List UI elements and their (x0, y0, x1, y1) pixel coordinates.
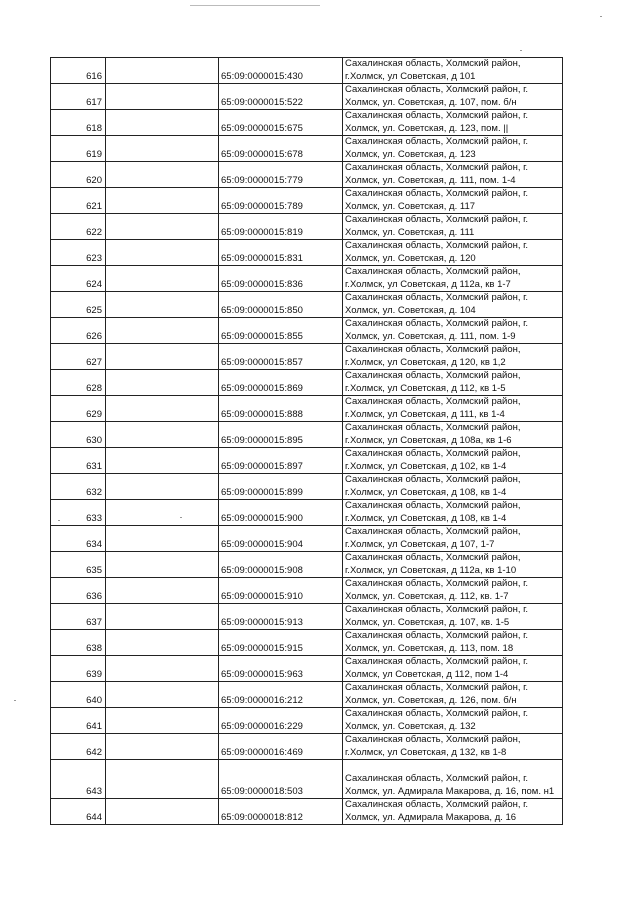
table-row (51, 448, 563, 474)
cadastral-number: 65:09:0000015:888 (219, 396, 343, 422)
table-row (51, 292, 563, 318)
empty-cell (106, 422, 219, 448)
table-row (51, 370, 563, 396)
table-row (51, 656, 563, 682)
address-cell (343, 266, 563, 292)
empty-cell (106, 760, 219, 799)
address-cell (343, 656, 563, 682)
address-cell (343, 422, 563, 448)
row-number: 621 (51, 188, 106, 214)
scan-speck (600, 16, 602, 17)
address-cell (343, 526, 563, 552)
address-line: Сахалинская область, Холмский район, г. (345, 630, 529, 641)
address-line: Холмск, ул. Советская, д. 112, кв. 1-7 (345, 590, 509, 602)
cadastral-number: 65:09:0000015:779 (219, 162, 343, 188)
address-line: г.Холмск, ул Советская, д 102, кв 1-4 (345, 460, 507, 472)
address-cell (343, 344, 563, 370)
address-line: г.Холмск, ул Советская, д 112, кв 1-5 (345, 382, 506, 394)
address-line: Холмск, ул. Адмирала Макарова, д. 16 (345, 811, 517, 823)
empty-cell (106, 578, 219, 604)
empty-cell (106, 682, 219, 708)
row-number: 634 (51, 526, 106, 552)
cadastral-number: 65:09:0000015:908 (219, 552, 343, 578)
address-cell (343, 448, 563, 474)
address-line: Сахалинская область, Холмский район, г. (345, 110, 529, 121)
address-line: Холмск, ул. Адмирала Макарова, д. 16, пом. н1 (345, 785, 555, 797)
empty-cell (106, 214, 219, 240)
empty-cell (106, 526, 219, 552)
address-cell (343, 370, 563, 396)
address-line: Сахалинская область, Холмский район, г. (345, 292, 529, 303)
address-line: Сахалинская область, Холмский район, (345, 500, 521, 511)
empty-cell (106, 188, 219, 214)
address-cell (343, 214, 563, 240)
cadastral-number: 65:09:0000015:899 (219, 474, 343, 500)
empty-cell (106, 292, 219, 318)
empty-cell (106, 84, 219, 110)
row-number: 641 (51, 708, 106, 734)
empty-cell (106, 370, 219, 396)
address-line: Сахалинская область, Холмский район, (345, 526, 521, 537)
row-number: 632 (51, 474, 106, 500)
row-number: 635 (51, 552, 106, 578)
address-line: Сахалинская область, Холмский район, г. (345, 604, 529, 615)
cadastral-number: 65:09:0000015:869 (219, 370, 343, 396)
address-line: Сахалинская область, Холмский район, г. (345, 136, 529, 147)
table-row (51, 578, 563, 604)
address-cell (343, 84, 563, 110)
empty-cell (106, 604, 219, 630)
address-line: Сахалинская область, Холмский район, г. (345, 84, 529, 95)
row-number: 639 (51, 656, 106, 682)
cadastral-number: 65:09:0000015:836 (219, 266, 343, 292)
table-row (51, 188, 563, 214)
table-row (51, 396, 563, 422)
empty-cell (106, 396, 219, 422)
cadastral-number: 65:09:0000015:831 (219, 240, 343, 266)
cadastral-number: 65:09:0000015:897 (219, 448, 343, 474)
cadastral-number: 65:09:0000015:850 (219, 292, 343, 318)
address-line: г.Холмск, ул Советская, д 112а, кв 1-10 (345, 564, 517, 576)
table-row (51, 500, 563, 526)
address-line: Сахалинская область, Холмский район, (345, 552, 521, 563)
empty-cell (106, 136, 219, 162)
address-line: Сахалинская область, Холмский район, г. (345, 682, 529, 693)
address-line: Сахалинская область, Холмский район, (345, 266, 521, 277)
row-number: 640 (51, 682, 106, 708)
row-number: 638 (51, 630, 106, 656)
table-row (51, 84, 563, 110)
cadastral-number: 65:09:0000015:522 (219, 84, 343, 110)
address-line: Холмск, ул. Советская, д. 117 (345, 200, 476, 212)
table-row (51, 136, 563, 162)
table-row (51, 799, 563, 825)
cadastral-number: 65:09:0000015:963 (219, 656, 343, 682)
row-number: 627 (51, 344, 106, 370)
address-line: Сахалинская область, Холмский район, г. (345, 162, 529, 173)
empty-cell (106, 318, 219, 344)
table-row (51, 344, 563, 370)
address-line: г.Холмск, ул Советская, д 112а, кв 1-7 (345, 278, 511, 290)
table-row (51, 604, 563, 630)
table-row (51, 162, 563, 188)
address-line: Сахалинская область, Холмский район, (345, 474, 521, 485)
address-cell (343, 604, 563, 630)
address-line: Сахалинская область, Холмский район, г. (345, 578, 529, 589)
cadastral-number: 65:09:0000015:430 (219, 58, 343, 84)
address-line: Холмск, ул. Советская, д. 126, пом. б/н (345, 694, 517, 706)
empty-cell (106, 474, 219, 500)
address-line: Холмск, ул. Советская, д. 107, кв. 1-5 (345, 616, 510, 628)
address-line: Холмск, ул. Советская, д. 120 (345, 252, 476, 264)
table-row (51, 630, 563, 656)
cadastral-number: 65:09:0000015:900 (219, 500, 343, 526)
cadastral-number: 65:09:0000015:913 (219, 604, 343, 630)
table-body (51, 58, 563, 825)
address-line: Сахалинская область, Холмский район, г. (345, 708, 529, 719)
address-cell (343, 682, 563, 708)
address-line: Сахалинская область, Холмский район, (345, 344, 521, 355)
address-line: Холмск, ул Советская, д 112, пом 1-4 (345, 668, 509, 680)
address-cell (343, 188, 563, 214)
empty-cell (106, 708, 219, 734)
cadastral-number: 65:09:0000015:895 (219, 422, 343, 448)
row-number: 619 (51, 136, 106, 162)
table-row (51, 266, 563, 292)
scan-speck (14, 700, 16, 701)
address-line: Сахалинская область, Холмский район, (345, 58, 521, 69)
row-number: 644 (51, 799, 106, 825)
address-line: г.Холмск, ул Советская, д 108, кв 1-4 (345, 512, 507, 524)
address-cell (343, 292, 563, 318)
address-line: г.Холмск, ул Советская, д 101 (345, 70, 476, 82)
empty-cell (106, 344, 219, 370)
empty-cell (106, 58, 219, 84)
address-cell (343, 630, 563, 656)
table-row (51, 682, 563, 708)
address-line: Холмск, ул. Советская, д. 113, пом. 18 (345, 642, 514, 654)
address-cell (343, 162, 563, 188)
address-line: Холмск, ул. Советская, д. 123 (345, 148, 476, 160)
property-register-table (50, 57, 563, 825)
cadastral-number: 65:09:0000015:789 (219, 188, 343, 214)
address-line: Сахалинская область, Холмский район, г. (345, 188, 529, 199)
address-line: Сахалинская область, Холмский район, (345, 370, 521, 381)
address-line: г.Холмск, ул Советская, д 120, кв 1,2 (345, 356, 506, 368)
cadastral-number: 65:09:0000015:855 (219, 318, 343, 344)
row-number: 628 (51, 370, 106, 396)
table-row (51, 760, 563, 799)
empty-cell (106, 110, 219, 136)
address-cell (343, 760, 563, 799)
row-number: 637 (51, 604, 106, 630)
address-line: Сахалинская область, Холмский район, г. (345, 240, 529, 251)
address-line: Сахалинская область, Холмский район, г. (345, 773, 529, 784)
address-line: Сахалинская область, Холмский район, (345, 396, 521, 407)
cadastral-number: 65:09:0000015:675 (219, 110, 343, 136)
row-number: 643 (51, 760, 106, 799)
address-line: Сахалинская область, Холмский район, г. (345, 214, 529, 225)
address-line: Сахалинская область, Холмский район, г. (345, 318, 529, 329)
row-number: 618 (51, 110, 106, 136)
row-number: 636 (51, 578, 106, 604)
empty-cell (106, 799, 219, 825)
cadastral-number: 65:09:0000015:857 (219, 344, 343, 370)
empty-cell (106, 448, 219, 474)
address-line: Холмск, ул. Советская, д. 111, пом. 1-9 (345, 330, 516, 342)
address-line: Холмск, ул. Советская, д. 107, пом. б/н (345, 96, 517, 108)
table-row (51, 526, 563, 552)
cadastral-number: 65:09:0000016:229 (219, 708, 343, 734)
address-cell (343, 578, 563, 604)
table-row (51, 318, 563, 344)
address-line: г.Холмск, ул Советская, д 132, кв 1-8 (345, 746, 507, 758)
cadastral-number: 65:09:0000015:915 (219, 630, 343, 656)
address-cell (343, 799, 563, 825)
row-number: 642 (51, 734, 106, 760)
cadastral-number: 65:09:0000015:910 (219, 578, 343, 604)
table-row (51, 734, 563, 760)
row-number: 623 (51, 240, 106, 266)
empty-cell (106, 240, 219, 266)
table-row (51, 422, 563, 448)
empty-cell (106, 500, 219, 526)
empty-cell (106, 630, 219, 656)
address-cell (343, 318, 563, 344)
table-row (51, 110, 563, 136)
row-number: 626 (51, 318, 106, 344)
address-cell (343, 474, 563, 500)
empty-cell (106, 656, 219, 682)
cadastral-number: 65:09:0000015:678 (219, 136, 343, 162)
row-number: 633 (51, 500, 106, 526)
table-row (51, 58, 563, 84)
address-cell (343, 136, 563, 162)
address-cell (343, 708, 563, 734)
address-line: Сахалинская область, Холмский район, г. (345, 799, 529, 810)
empty-cell (106, 552, 219, 578)
row-number: 617 (51, 84, 106, 110)
row-number: 631 (51, 448, 106, 474)
address-cell (343, 734, 563, 760)
address-cell (343, 240, 563, 266)
empty-cell (106, 734, 219, 760)
table-row (51, 474, 563, 500)
table-row (51, 552, 563, 578)
address-cell (343, 552, 563, 578)
scan-edge-line (190, 5, 320, 6)
address-line: Холмск, ул. Советская, д. 132 (345, 720, 476, 732)
cadastral-number: 65:09:0000018:812 (219, 799, 343, 825)
address-line: Холмск, ул. Советская, д. 111, пом. 1-4 (345, 174, 516, 186)
row-number: 620 (51, 162, 106, 188)
row-number: 616 (51, 58, 106, 84)
address-line: Сахалинская область, Холмский район, (345, 734, 521, 745)
empty-cell (106, 162, 219, 188)
row-number: 622 (51, 214, 106, 240)
scan-speck (520, 50, 522, 51)
table-row (51, 708, 563, 734)
table-row (51, 240, 563, 266)
address-line: г.Холмск, ул Советская, д 107, 1-7 (345, 538, 495, 550)
row-number: 625 (51, 292, 106, 318)
row-number: 630 (51, 422, 106, 448)
address-line: Сахалинская область, Холмский район, (345, 422, 521, 433)
address-line: г.Холмск, ул Советская, д 108, кв 1-4 (345, 486, 507, 498)
address-line: Холмск, ул. Советская, д. 111 (345, 226, 475, 238)
cadastral-number: 65:09:0000016:469 (219, 734, 343, 760)
cadastral-number: 65:09:0000015:819 (219, 214, 343, 240)
address-line: Холмск, ул. Советская, д. 123, пом. || (345, 122, 509, 134)
table-row (51, 214, 563, 240)
row-number: 624 (51, 266, 106, 292)
empty-cell (106, 266, 219, 292)
address-line: Сахалинская область, Холмский район, г. (345, 656, 529, 667)
address-cell (343, 58, 563, 84)
address-cell (343, 110, 563, 136)
address-line: Сахалинская область, Холмский район, (345, 448, 521, 459)
address-line: Холмск, ул. Советская, д. 104 (345, 304, 476, 316)
cadastral-number: 65:09:0000018:503 (219, 760, 343, 799)
address-line: г.Холмск, ул Советская, д 111, кв 1-4 (345, 408, 505, 420)
address-line: г.Холмск, ул Советская, д 108а, кв 1-6 (345, 434, 512, 446)
cadastral-number: 65:09:0000015:904 (219, 526, 343, 552)
cadastral-number: 65:09:0000016:212 (219, 682, 343, 708)
row-number: 629 (51, 396, 106, 422)
address-cell (343, 500, 563, 526)
address-cell (343, 396, 563, 422)
